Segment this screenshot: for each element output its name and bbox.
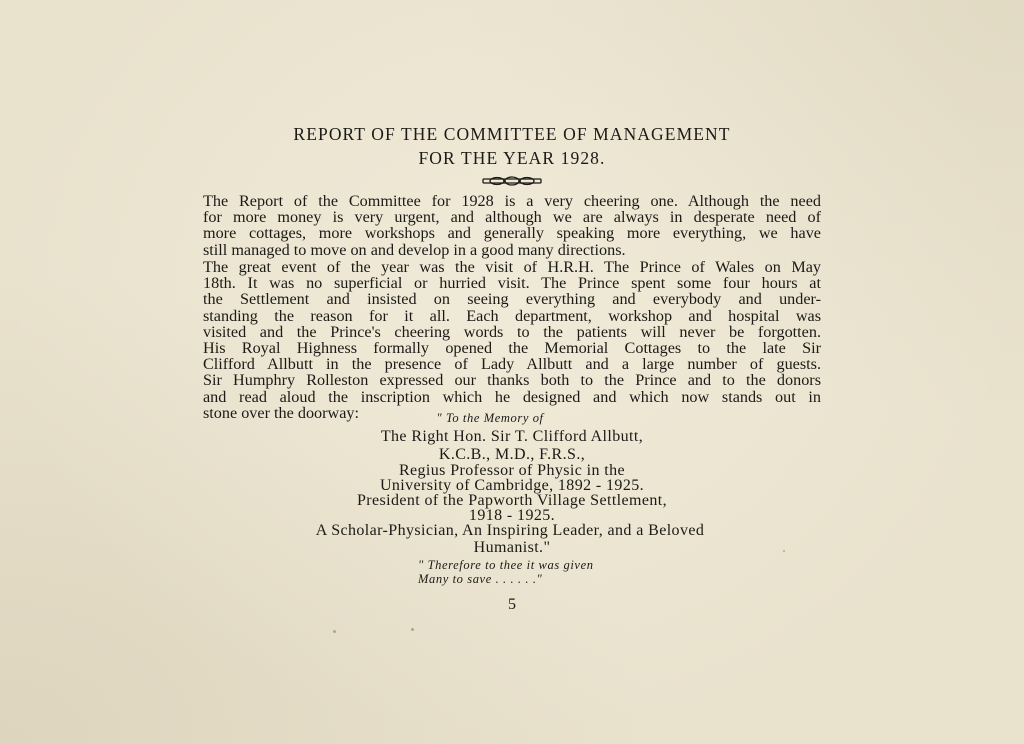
paragraph-line: The Report of the Committee for 1928 is a very cheering one. Although the need	[203, 192, 821, 210]
paper-speck	[411, 628, 414, 631]
inscription-line: Humanist."	[473, 539, 551, 556]
paragraph-line: visited and the Prince's cheering words to the patients will never be forgotten.	[203, 322, 821, 341]
paragraph-line: standing the reason for it all. Each department, workshop and hospital was	[203, 306, 821, 325]
paragraph-line: Sir Humphry Rolleston expressed our thanks both to the Prince and to the donors	[203, 371, 821, 390]
paragraph-1	[203, 193, 821, 258]
report-year-subtitle: FOR THE YEAR 1928.	[418, 148, 606, 168]
paragraph-line: stone over the doorway:	[203, 403, 359, 422]
paragraph-3	[203, 340, 821, 421]
inscription-intro: " To the Memory of	[436, 411, 544, 425]
paper-speck	[783, 550, 785, 552]
inscription-line: A Scholar-Physician, An Inspiring Leader, and a Beloved	[315, 522, 705, 539]
closing-quote-line-2: Many to save . . . . . ."	[418, 572, 543, 586]
report-title: REPORT OF THE COMMITTEE OF MANAGEMENT	[293, 124, 731, 144]
inscription-line: 1918 - 1925.	[468, 507, 556, 524]
paragraph-line: for more money is very urgent, and although we are always in desperate need of	[203, 208, 821, 227]
inscription-line: President of the Papworth Village Settlement,	[356, 492, 668, 509]
paragraph-line: The great event of the year was the visit of H.R.H. The Prince of Wales on May	[203, 258, 821, 276]
inscription-line: Regius Professor of Physic in the	[398, 462, 626, 479]
paper-speck	[333, 630, 336, 633]
ornament-divider-icon	[481, 174, 543, 188]
inscription-line: K.C.B., M.D., F.R.S.,	[438, 446, 586, 463]
paragraph-line: His Royal Highness formally opened the Memorial Cottages to the late Sir	[203, 339, 821, 357]
paragraph-line: Clifford Allbutt in the presence of Lady Allbutt and a large number of guests.	[203, 355, 821, 374]
paragraph-line: the Settlement and insisted on seeing everything and everybody and under-	[203, 290, 821, 309]
paragraph-line: 18th. It was no superficial or hurried visit. The Prince spent some four hours at	[203, 274, 821, 293]
paragraph-line: still managed to move on and develop in a good many directions.	[203, 240, 626, 259]
paragraph-line: more cottages, more workshops and generally speaking more everything, we have	[203, 224, 821, 243]
inscription-line: University of Cambridge, 1892 - 1925.	[379, 477, 645, 494]
inscription-line: The Right Hon. Sir T. Clifford Allbutt,	[380, 428, 644, 445]
closing-quote-line-1: " Therefore to thee it was given	[418, 558, 594, 572]
page-number: 5	[508, 596, 516, 613]
paragraph-line: and read aloud the inscription which he designed and which now stands out in	[203, 387, 821, 406]
paragraph-2	[203, 259, 821, 340]
